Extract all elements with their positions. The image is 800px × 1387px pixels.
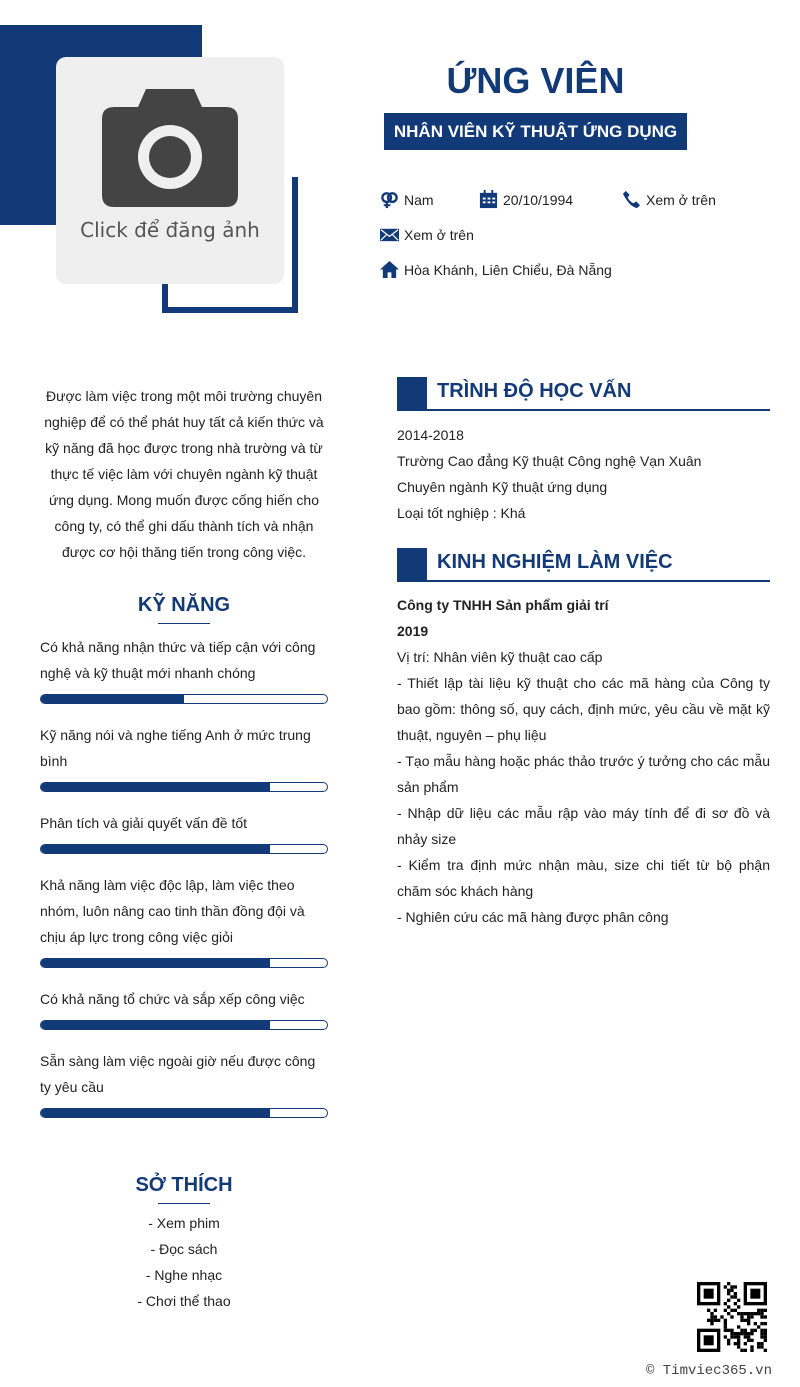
education-heading bbox=[397, 377, 770, 411]
copyright: © Timviec365.vn bbox=[645, 1363, 772, 1379]
upload-photo-label: Click để đăng ảnh bbox=[80, 218, 260, 242]
skill-level-fill bbox=[41, 695, 184, 703]
experience-line: - Thiết lập tài liệu kỹ thuật cho các mã hàng của Công ty bao gồm: thông số, quy cách, định mức, yêu cầu về mặt kỹ thuật, nguyên – phụ liệu bbox=[397, 675, 770, 743]
experience-body bbox=[397, 592, 770, 930]
education-school: Trường Cao đẳng Kỹ thuật Công nghệ Vạn Xuân bbox=[397, 453, 702, 469]
skill-label: Khả năng làm việc độc lập, làm việc theo nhóm, luôn nâng cao tinh thần đồng đội và chịu áp lực trong công việc giỏi bbox=[40, 877, 305, 945]
skill-level-fill bbox=[41, 1021, 270, 1029]
job-title: NHÂN VIÊN KỸ THUẬT ỨNG DỤNG bbox=[384, 113, 687, 150]
calendar-icon bbox=[479, 190, 498, 209]
phone-info bbox=[622, 190, 716, 209]
skill-level-fill bbox=[41, 959, 270, 967]
experience-line: - Tạo mẫu hàng hoặc phác thảo trước ý tưởng cho các mẫu sản phẩm bbox=[397, 753, 770, 795]
birthday-value: 20/10/1994 bbox=[503, 191, 574, 208]
email-info bbox=[380, 225, 474, 244]
phone-icon bbox=[622, 190, 641, 209]
skill-label: Sẵn sàng làm việc ngoài giờ nếu được công ty yêu cầu bbox=[40, 1053, 316, 1095]
candidate-name: ỨNG VIÊN bbox=[446, 60, 625, 101]
gender-info bbox=[380, 190, 434, 209]
skill-label: Có khả năng tổ chức và sắp xếp công việc bbox=[40, 991, 305, 1007]
education-body bbox=[397, 422, 770, 526]
skill-level-fill bbox=[41, 1109, 270, 1117]
skill-level-bar bbox=[40, 1020, 328, 1030]
skill-level-fill bbox=[41, 845, 270, 853]
skill-item bbox=[40, 872, 328, 968]
email-value: Xem ở trên bbox=[404, 226, 474, 243]
experience-line: Vị trí: Nhân viên kỹ thuật cao cấp bbox=[397, 649, 603, 665]
skill-label: Phân tích và giải quyết vấn đề tốt bbox=[40, 815, 248, 831]
phone-value: Xem ở trên bbox=[646, 191, 716, 208]
gender-icon bbox=[380, 190, 399, 209]
skill-item bbox=[40, 810, 328, 854]
career-objective: Được làm việc trong một môi trường chuyên nghiệp để có thể phát huy tất cả kiến thức và kỹ năng đã học được trong nhà trường và từ thực tế việc làm với chuyên ngành kỹ thuật ứng dụng. Mong muốn được cống hiến cho công ty, có thể ghi dấu thành tích và nhận được cơ hội thăng tiến trong công việc. bbox=[44, 388, 324, 560]
address-info bbox=[380, 260, 612, 279]
gender-value: Nam bbox=[404, 191, 434, 208]
skill-level-fill bbox=[41, 783, 270, 791]
hobby-item: - Đọc sách bbox=[150, 1241, 218, 1257]
skills-heading: KỸ NĂNG bbox=[40, 594, 328, 624]
hobby-item: - Chơi thể thao bbox=[137, 1293, 231, 1309]
home-icon bbox=[380, 260, 399, 279]
experience-line: - Kiểm tra định mức nhận màu, size chi tiết từ bộ phận chăm sóc khách hàng bbox=[397, 857, 770, 899]
camera-icon bbox=[102, 89, 238, 207]
skill-level-bar bbox=[40, 782, 328, 792]
skill-level-bar bbox=[40, 958, 328, 968]
education-title: TRÌNH ĐỘ HỌC VẤN bbox=[437, 380, 632, 402]
experience-line: - Nghiên cứu các mã hàng được phân công bbox=[397, 909, 669, 925]
experience-heading bbox=[397, 548, 770, 582]
skill-level-bar bbox=[40, 1108, 328, 1118]
skill-label: Kỹ năng nói và nghe tiếng Anh ở mức trung bình bbox=[40, 727, 311, 769]
skill-item bbox=[40, 634, 328, 704]
skill-item bbox=[40, 722, 328, 792]
skill-label: Có khả năng nhận thức và tiếp cận với công nghệ và kỹ thuật mới nhanh chóng bbox=[40, 639, 316, 681]
education-grade: Loại tốt nghiệp : Khá bbox=[397, 505, 526, 521]
qr-code bbox=[697, 1282, 767, 1352]
experience-title: KINH NGHIỆM LÀM VIỆC bbox=[437, 551, 673, 573]
education-major: Chuyên ngành Kỹ thuật ứng dụng bbox=[397, 479, 608, 495]
hobbies-list bbox=[40, 1210, 328, 1314]
upload-photo-button[interactable] bbox=[56, 57, 284, 284]
hobby-item: - Xem phim bbox=[148, 1215, 220, 1231]
skill-level-bar bbox=[40, 844, 328, 854]
education-years: 2014-2018 bbox=[397, 427, 464, 443]
skill-item bbox=[40, 1048, 328, 1118]
address-value: Hòa Khánh, Liên Chiểu, Đà Nẵng bbox=[404, 261, 612, 278]
experience-company: Công ty TNHH Sản phẩm giải trí bbox=[397, 597, 609, 613]
skill-item bbox=[40, 986, 328, 1030]
hobbies-heading: SỞ THÍCH bbox=[40, 1174, 328, 1204]
skill-level-bar bbox=[40, 694, 328, 704]
birthday-info bbox=[479, 190, 573, 209]
skills-list bbox=[40, 634, 328, 1136]
experience-line: - Nhập dữ liệu các mẫu rập vào máy tính để đi sơ đồ và nhảy size bbox=[397, 805, 770, 847]
experience-year: 2019 bbox=[397, 623, 429, 639]
envelope-icon bbox=[380, 225, 399, 244]
hobby-item: - Nghe nhạc bbox=[145, 1267, 223, 1283]
